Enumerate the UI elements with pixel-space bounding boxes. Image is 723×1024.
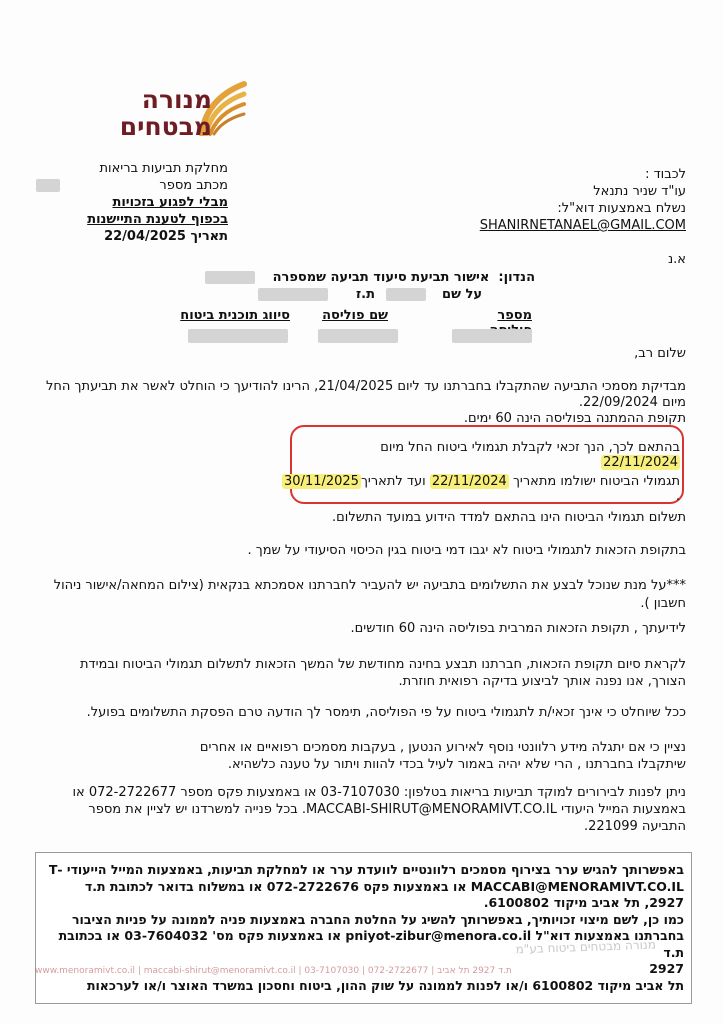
reassessment-line2: הצורך, אנו נפנה אותך לביצוע בדיקה רפואית חוזרת. — [398, 674, 686, 689]
an-salutation: א.נ — [667, 252, 686, 267]
new-info-paragraph — [30, 739, 686, 773]
index-linkage-paragraph: תשלום תגמולי הביטוח הינו בהתאם למדד הידוע במועד התשלום. — [332, 510, 686, 525]
redacted-policy-number — [452, 329, 532, 343]
addressee-email[interactable]: SHANIRNETANAEL@GMAIL.COM — [479, 218, 686, 233]
reassessment-paragraph — [30, 656, 686, 690]
new-info-line1: נציין כי אם יתגלה מידע רלוונטי נוסף לאירוע הנטען , בעקבות מסמכים רפואיים או אחרים — [199, 740, 686, 755]
subject-label: הנדון: — [498, 270, 535, 285]
termination-notice-paragraph: ככל שיוחלט כי אינך זכאי/ת לתגמולי ביטוח על פי הפוליסה, תימסר לך הודעה טרם הפסקת התשלומים בפועל. — [86, 705, 686, 720]
menora-logo — [90, 86, 212, 140]
sent-via: נשלח באמצעות דוא"ל: — [557, 201, 686, 216]
appeal-line2: MACCABI@MENORAMIVT.CO.IL או באמצעות פקס 072-2722676 או במשלוח בדואר לכתובת ת.ד — [84, 878, 684, 894]
footer-contact-strip: www.menoramivt.co.il | maccabi-shirut@menoramivt.co.il | 03-7107030 | 072-2722677 | ת.ד 2927 תל אביב — [35, 966, 512, 976]
logo-line2: מבטחים — [119, 112, 212, 141]
premium-waiver-paragraph: בתקופת הזכאות לתגמולי ביטוח לא יגבו דמי ביטוח בגין הכיסוי הסיעודי על שמך . — [247, 543, 686, 558]
appeal-line5: בחברתנו באמצעות דוא"ל pniyot-zibur@menora.co.il או באמצעות פקס מס' 03-7604032 או בכתובת ת.ד — [58, 928, 684, 960]
bank-details-line1: ***על מנת שנוכל לבצע את התשלומים בתביעה יש להעביר לחברתנו אסמכתא בנקאית (צילום המחאה/אישור ניהול — [53, 578, 686, 593]
approval-paragraph — [30, 379, 686, 427]
department: מחלקת תביעות בריאות — [99, 161, 228, 176]
appeal-line1: באפשרותך להגיש ערר בצירוף מסמכים רלוונטיים לוועדת ערר או למחלקת תביעות, באמצעות המייל הייעודי -T — [48, 862, 684, 877]
contact-paragraph — [30, 784, 686, 835]
approval-line1: מבדיקת מסמכי התביעה שהתקבלו בחברתנו עד ליום 21/04/2025, הרינו להודיעך כי הוחלט לאשר את תביעתך החל — [46, 379, 686, 394]
approval-line2: מיום 22/09/2024. — [578, 395, 686, 410]
company-stamp: מנורה מבטחים ביטוח בע"מ — [515, 937, 657, 957]
subject-name-label: על שם — [442, 287, 482, 302]
contact-line3: התביעה 221099. — [583, 819, 686, 834]
statute-limitations: בכפוף לטענת התיישנות — [87, 212, 228, 227]
subject-text: אישור תביעת סיעוד תביעה שמספרה — [272, 270, 490, 285]
bank-details-paragraph — [30, 577, 686, 613]
letter-number-label: מכתב מספר — [159, 178, 228, 193]
appeal-line6: 2927 — [649, 961, 684, 976]
policy-number-header: מספר — [497, 308, 532, 323]
payment-period-line — [280, 474, 680, 504]
appeal-line3: 2927, תל אביב מיקוד 6100802. — [483, 895, 684, 910]
appeal-line7: תל אביב מיקוד 6100802 ו/או לפנות לממונה על שוק ההון, ביטוח וחסכון במשרד האוצר ו/או לערכאות — [86, 977, 684, 993]
appeal-line4: כמו כן, לשם מיצוי זכויותיך, באפשרותך להשיג על החלטת החברה באמצעות פניה לממונה על פניות הציבור — [72, 911, 684, 927]
policy-name-header: שם פוליסה — [322, 308, 388, 323]
contact-line1: ניתן לפנות לבירורים למוקד תביעות בריאות בטלפון: 03-7107030 או באמצעות פקס מספר 072-2722677 או — [72, 785, 686, 800]
logo-line1: מנורה — [141, 85, 212, 114]
redacted-letter-number — [36, 179, 60, 192]
payment-to-date: 30/11/2025 — [284, 474, 359, 489]
policy-class-header: סיווג תוכנית ביטוח — [180, 308, 290, 323]
payment-period-end: . — [675, 489, 680, 504]
greeting: שלום רב, — [634, 346, 686, 361]
appeal-notice-text — [42, 862, 684, 994]
redacted-policy-name — [318, 329, 398, 343]
contact-line2: באמצעות המייל היעודי MACCABI-SHIRUT@MENORAMIVT.CO.IL. בכל פנייה למשרדנו יש לציין את מספר — [88, 802, 686, 817]
reassessment-line1: לקראת סיום תקופת הזכאות, חברתנו תבצע בחינה מחודשת של המשך הזכאות לתשלום תגמולי הביטוח ובמידת — [79, 657, 686, 672]
addressee-block — [450, 166, 686, 234]
sender-block — [28, 160, 228, 245]
entitlement-text: בהתאם לכך, הנך זכאי לקבלת תגמולי ביטוח החל מיום — [380, 440, 680, 455]
redacted-claim-number — [205, 271, 255, 284]
entitlement-date: 22/11/2024 — [603, 455, 678, 470]
to-label: לכבוד : — [645, 167, 686, 182]
max-period-paragraph: לידיעתך , תקופת הזכאות המרבית בפוליסה הינה 60 חודשים. — [350, 621, 686, 636]
subject-id-label: ת.ז — [355, 287, 375, 302]
letter-date: תאריך 22/04/2025 — [104, 229, 228, 244]
payment-to-text: ועד לתאריך — [360, 474, 426, 489]
redacted-policy-class — [188, 329, 288, 343]
redacted-id — [258, 288, 328, 301]
bank-details-line2: חשבון ). — [640, 596, 686, 611]
entitlement-line — [300, 440, 680, 470]
payment-from-date: 22/11/2024 — [431, 474, 507, 489]
lawyer-name: עו"ד שניר נתנאל — [593, 184, 686, 199]
without-prejudice: מבלי לפגוע בזכויות — [112, 195, 228, 210]
redacted-name — [386, 288, 426, 301]
new-info-line2: שיתקבלו בחברתנו , הרי שלא יהיה באמור לעיל בכדי להוות ויתור על טענה כלשהיא. — [227, 757, 686, 772]
payment-from-text: תגמולי הביטוח ישולמו מתאריך — [512, 474, 680, 489]
waiting-period: תקופת ההמתנה בפוליסה הינה 60 ימים. — [463, 411, 686, 426]
subject-line — [260, 270, 535, 285]
